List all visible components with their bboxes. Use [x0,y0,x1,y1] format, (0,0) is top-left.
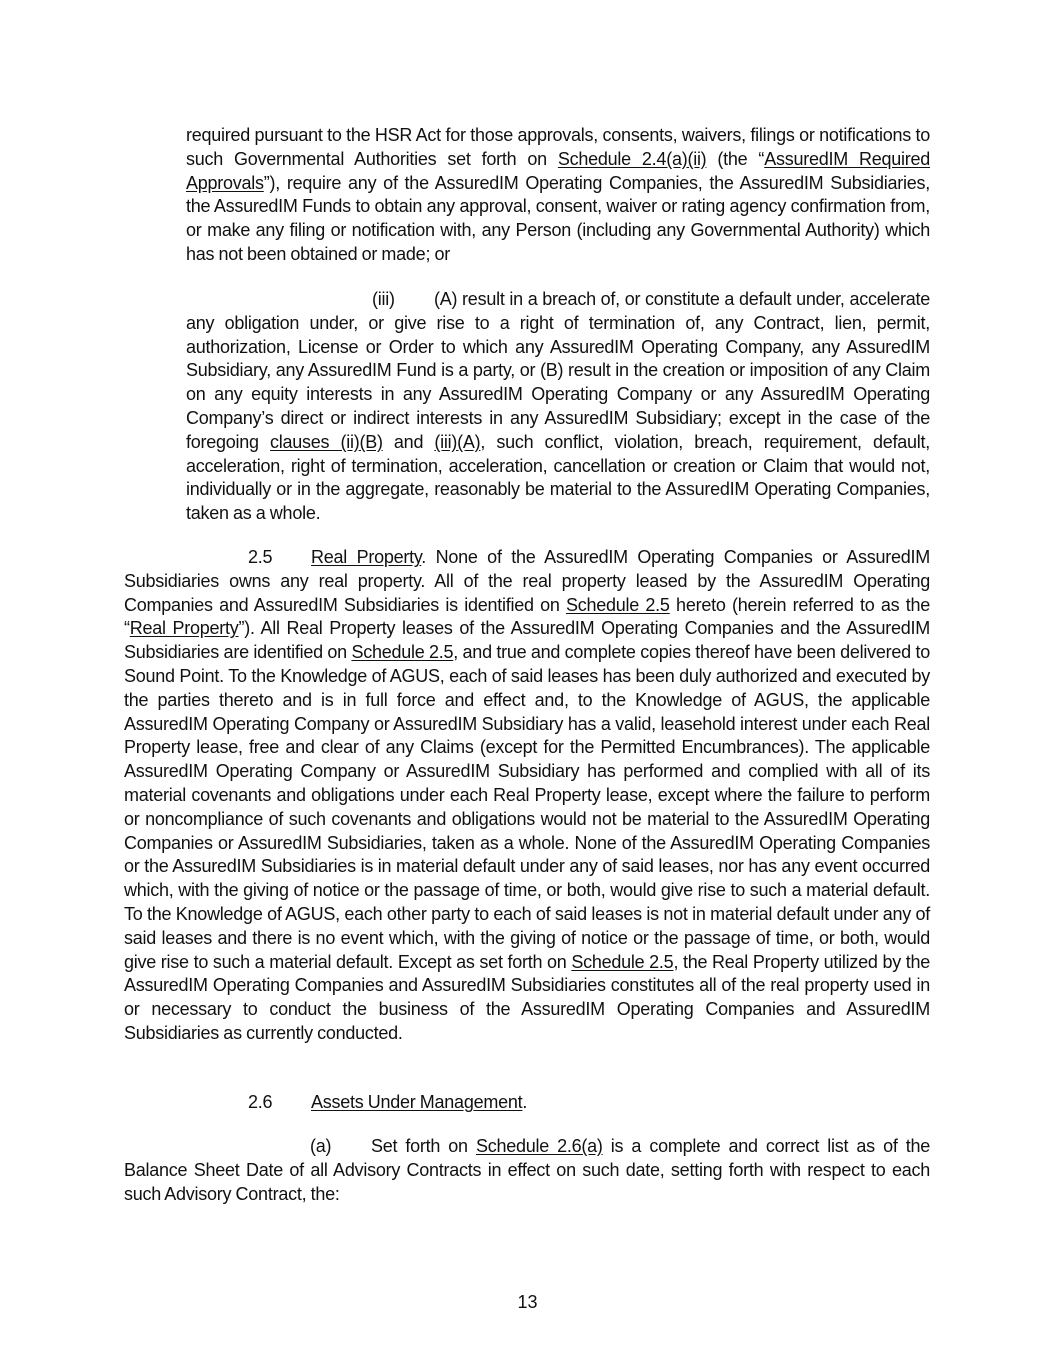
section-2-5-text: 2.5 Real Property. None of the AssuredIM Operating Companies or AssuredIM Subsidiaries owns any real property. All of the real property leased by the AssuredIM Operating Companies and AssuredIM Subsidiaries is identified on Schedule 2.5 hereto (herein referred to as the “Real Property”). All Real Property leases of the AssuredIM Operating Companies and the AssuredIM Subsidiaries are identified on Schedule 2.5, and true and complete copies thereof have been delivered to Sound Point. To the Knowledge of AGUS, each of said leases has been duly authorized and executed by the parties thereto and is in full force and effect and, to the Knowledge of AGUS, the applicable AssuredIM Operating Company or AssuredIM Subsidiary has a valid, leasehold interest under each Real Property lease, free and clear of any Claims (except for the Permitted Encumbrances). The applicable AssuredIM Operating Company or AssuredIM Subsidiary has performed and complied with all of its material covenants and obligations under each Real Property lease, except where the failure to perform or noncompliance of such covenants and obligations would not be material to the AssuredIM Operating Companies or AssuredIM Subsidiaries, taken as a whole. None of the AssuredIM Operating Companies or the AssuredIM Subsidiaries is in material default under any of said leases, nor has any event occurred which, with the giving of notice or the passage of time, or both, would give rise to such a material default. To the Knowledge of AGUS, each other party to each of said leases is not in material default under any of said leases and there is no event which, with the giving of notice or the passage of time, or both, would give rise to such a material default. Except as set forth on Schedule 2.5, the Real Property utilized by the AssuredIM Operating Companies and AssuredIM Subsidiaries constitutes all of the real property used in or necessary to conduct the business of the AssuredIM Operating Companies and AssuredIM Subsidiaries as currently conducted. [124,547,931,1043]
clause-a-text: (a) Set forth on Schedule 2.6(a) is a complete and correct list as of the Balance Sheet Date of all Advisory Contracts in effect on such date, setting forth with respect to each such Advisory Contract, the: [124,1136,930,1204]
clause-iii-text: (iii) (A) result in a breach of, or constitute a default under, accelerate any obligation under, or give rise to a right of termination of, any Contract, lien, permit, authorization, License or Order to which any AssuredIM Operating Company, any AssuredIM Subsidiary, any AssuredIM Fund is a party, or (B) result in the creation or imposition of any Claim on any equity interests in any AssuredIM Operating Company or any AssuredIM Operating Company’s direct or indirect interests in any AssuredIM Subsidiary; except in the case of the foregoing clauses (ii)(B) and (iii)(A), such conflict, violation, breach, requirement, default, acceleration, right of termination, acceleration, cancellation or creation or Claim that would not, individually or in the aggregate, reasonably be material to the AssuredIM Operating Companies, taken as a whole. [186,289,931,524]
clause-a [124,1135,930,1206]
section-2-6-text: 2.6 Assets Under Management. [124,1091,930,1115]
schedule-2-4-a-ii-reference: Schedule 2.4(a)(ii) [557,148,707,169]
section-2-5-number: 2.5 [248,547,273,567]
section-2-6-heading: Assets Under Management [311,1092,523,1112]
section-2-6-number: 2.6 [248,1092,273,1112]
clause-a-number: (a) [310,1136,332,1156]
clause-iii [186,288,930,526]
real-property-term: Real Property [129,618,239,639]
assuredim-required-approvals-term: AssuredIM Required Approvals [186,148,931,193]
clause-iii-number: (iii) [372,289,395,309]
schedule-2-6-a-reference: Schedule 2.6(a) [475,1136,603,1156]
section-2-5-heading: Real Property [311,547,422,567]
clauses-ii-b-reference: clauses (ii)(B) [270,431,383,452]
section-2-5 [124,546,930,1046]
page-number: 13 [517,1292,538,1312]
schedule-2-5-reference: Schedule 2.5 [566,594,670,615]
clause-iii-a-reference: (iii)(A) [434,431,481,452]
schedule-2-5-reference: Schedule 2.5 [571,951,674,972]
schedule-2-5-reference: Schedule 2.5 [351,642,454,663]
paragraph-continuation [186,124,930,267]
section-2-6 [124,1091,930,1115]
paragraph-continuation-text: required pursuant to the HSR Act for those approvals, consents, waivers, filings or notifications to such Governmental Authorities set forth on Schedule 2.4(a)(ii) (the “AssuredIM Required Approvals”), require any of the AssuredIM Operating Companies, the AssuredIM Subsidiaries, the AssuredIM Funds to obtain any approval, consent, waiver or rating agency confirmation from, or make any filing or notification with, any Person (including any Governmental Authority) which has not been obtained or made; or [186,125,931,264]
